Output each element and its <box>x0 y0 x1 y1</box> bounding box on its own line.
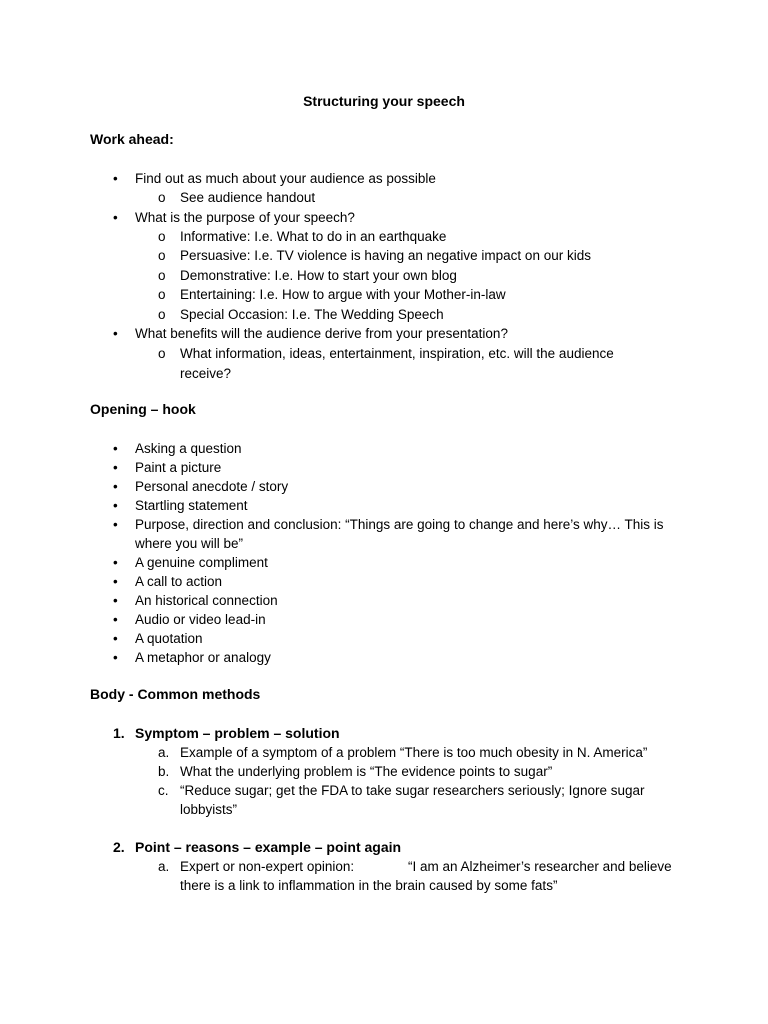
sub-list-item: Entertaining: I.e. How to argue with your Mother-in-law <box>180 287 506 302</box>
list-item: A quotation <box>135 631 203 646</box>
bullet-marker: • <box>113 460 118 475</box>
sub-bullet-marker: o <box>158 307 166 322</box>
bullet-marker: • <box>113 612 118 627</box>
sub-list-item: Informative: I.e. What to do in an earthquake <box>180 229 447 244</box>
sub-bullet-marker: o <box>158 287 166 302</box>
list-item: Startling statement <box>135 498 248 513</box>
method-title: Point – reasons – example – point again <box>135 839 402 855</box>
sub-list-item: Persuasive: I.e. TV violence is having an negative impact on our kids <box>180 248 591 263</box>
bullet-marker: • <box>113 517 118 532</box>
bullet-marker: • <box>113 574 118 589</box>
sub-list-item: See audience handout <box>180 190 316 205</box>
bullet-marker: • <box>113 210 118 225</box>
sub-list-item: What information, ideas, entertainment, inspiration, etc. will the audience <box>180 346 614 361</box>
bullet-marker: • <box>113 326 118 341</box>
sub-bullet-marker: o <box>158 229 166 244</box>
lettered-marker: a. <box>158 859 170 874</box>
list-item: Personal anecdote / story <box>135 479 289 494</box>
sub-list-item-label: Expert or non-expert opinion: <box>180 859 355 874</box>
page-title: Structuring your speech <box>303 93 465 109</box>
bullet-marker: • <box>113 498 118 513</box>
list-item: Purpose, direction and conclusion: “Things are going to change and here’s why… This is <box>135 517 664 532</box>
sub-bullet-marker: o <box>158 268 166 283</box>
list-item: An historical connection <box>135 593 278 608</box>
sub-list-item-quote: “I am an Alzheimer’s researcher and believe <box>408 859 672 874</box>
list-item: Asking a question <box>135 441 242 456</box>
sub-bullet-marker: o <box>158 190 166 205</box>
sub-bullet-marker: o <box>158 346 166 361</box>
bullet-marker: • <box>113 593 118 608</box>
lettered-marker: a. <box>158 745 170 760</box>
list-item: What is the purpose of your speech? <box>135 210 355 225</box>
list-item: A genuine compliment <box>135 555 268 570</box>
list-item: What benefits will the audience derive from your presentation? <box>135 326 508 341</box>
numbered-marker: 1. <box>113 725 125 741</box>
sub-list-item: Example of a symptom of a problem “There is too much obesity in N. America” <box>180 745 648 760</box>
sub-list-item: Demonstrative: I.e. How to start your own blog <box>180 268 457 283</box>
list-item: Audio or video lead-in <box>135 612 266 627</box>
sub-list-item-continuation: there is a link to inflammation in the brain caused by some fats” <box>180 878 558 893</box>
bullet-marker: • <box>113 631 118 646</box>
sub-list-item-continuation: receive? <box>180 366 232 381</box>
sub-list-item: Special Occasion: I.e. The Wedding Speech <box>180 307 444 322</box>
bullet-marker: • <box>113 171 118 186</box>
sub-bullet-marker: o <box>158 248 166 263</box>
sub-list-item: What the underlying problem is “The evidence points to sugar” <box>180 764 553 779</box>
list-item: A call to action <box>135 574 223 589</box>
sub-list-item: “Reduce sugar; get the FDA to take sugar researchers seriously; Ignore sugar <box>180 783 645 798</box>
section-heading-work-ahead: Work ahead: <box>90 131 174 147</box>
section-heading-opening: Opening – hook <box>90 401 196 417</box>
numbered-marker: 2. <box>113 839 125 855</box>
list-item: Find out as much about your audience as possible <box>135 171 436 186</box>
bullet-marker: • <box>113 441 118 456</box>
lettered-marker: b. <box>158 764 170 779</box>
bullet-marker: • <box>113 555 118 570</box>
bullet-marker: • <box>113 479 118 494</box>
list-item: A metaphor or analogy <box>135 650 271 665</box>
method-title: Symptom – problem – solution <box>135 725 340 741</box>
list-item-continuation: where you will be” <box>135 536 244 551</box>
lettered-marker: c. <box>158 783 169 798</box>
bullet-marker: • <box>113 650 118 665</box>
section-heading-body: Body - Common methods <box>90 686 261 702</box>
list-item: Paint a picture <box>135 460 222 475</box>
sub-list-item-continuation: lobbyists” <box>180 802 238 817</box>
